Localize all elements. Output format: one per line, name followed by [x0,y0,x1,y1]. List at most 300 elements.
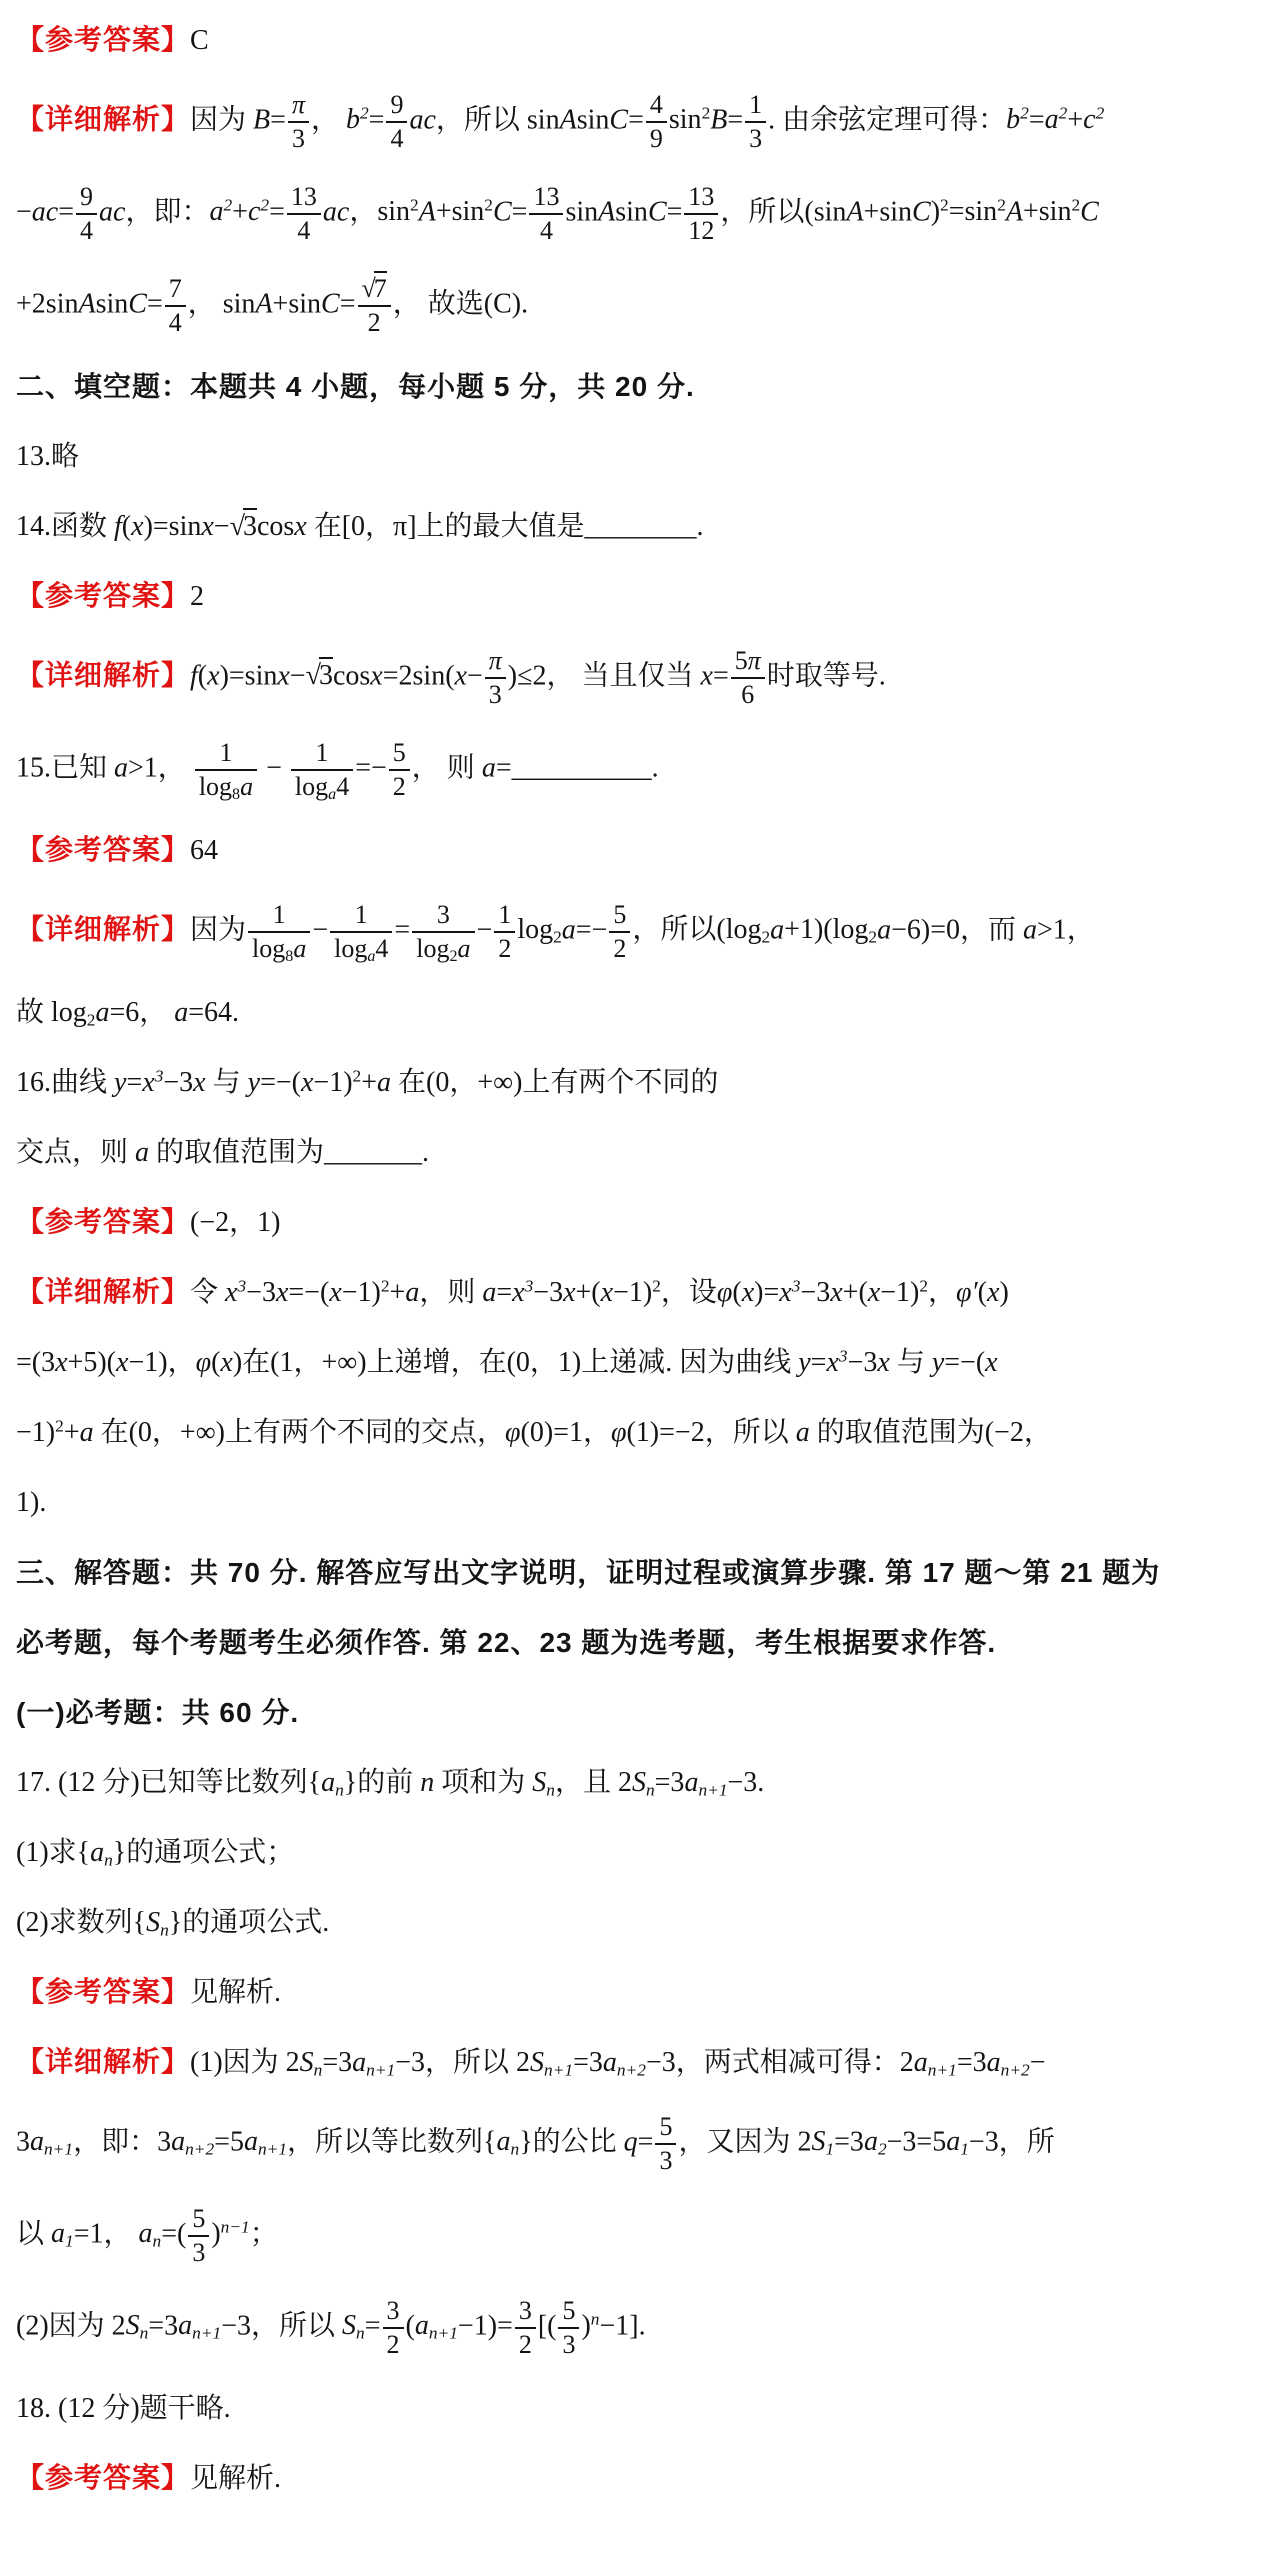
subscript: n+2 [185,2139,215,2159]
math-variable: $a_{n+2}$ [602,2047,646,2080]
text-run: = [637,2126,654,2158]
math-variable: y [931,1347,945,1378]
fraction-numerator [165,273,186,307]
math-variable: a [795,1417,810,1448]
fraction-numerator [684,181,718,215]
subscript: 1 [65,2231,74,2251]
text-run: −3. [727,1767,765,1798]
math-variable: C [128,288,147,320]
text-run: 见解析. [190,2463,282,2494]
fraction-numerator [745,89,766,123]
math-variable: x [563,1277,576,1308]
explanation-q17-line2 [16,2098,1264,2190]
text-run: +5)( [67,1347,117,1378]
text-run: . 由余弦定理可得： [768,104,1007,136]
math-variable: a [405,1277,420,1308]
text-run: 时取等号. [766,660,886,692]
text-run: 13 [290,182,317,211]
text-run: 必考题，每个考题考生必须作答. 第 22、23 题为选考题，考生根据要求作答. [16,1627,997,1658]
fraction-denominator [646,123,667,155]
superscript: 3 [154,1066,164,1086]
text-run: 1 [498,900,512,929]
text-run: 13.略 [16,441,80,472]
subscript: n+2 [616,2060,646,2080]
text-run: 9 [390,90,404,119]
text-run: =−( [944,1347,986,1378]
superscript: 2 [260,195,270,215]
math-variable: $a_1$ [946,2126,969,2159]
text-run: 9 [649,124,663,153]
text-run: ，又因为 2 [678,2126,812,2158]
fraction-denominator [165,307,186,339]
math-fraction [515,2295,536,2361]
text-run: +2sin [16,288,79,320]
math-fraction [494,899,515,965]
text-run: =5 [214,2126,244,2158]
subscript: n+1 [927,2060,957,2080]
subscript: n+1 [366,2060,396,2080]
text-run: $+\sin^2$ [1022,195,1081,228]
ref-answer-q14 [16,562,1264,632]
math-fraction [248,899,310,965]
text-run: $\log_2$ [517,914,562,947]
math-fraction [529,181,563,247]
math-variable: y [114,1067,127,1098]
subscript: 8 [285,948,294,966]
fraction-numerator [515,2295,536,2329]
text-run: $+1)(\log_2$ [784,914,878,947]
text-run: 3 [562,2330,576,2359]
text-run: = [712,660,729,692]
text-run: =3 [956,2047,987,2078]
text-run: >1， [128,752,193,784]
text-run: −3，所以 2 [395,2047,531,2078]
text-run: − [16,196,32,228]
fraction-denominator [655,2145,676,2177]
subscript: 2 [877,2139,887,2159]
subscript: a [328,786,337,804]
text-run: }的公比 [519,2126,624,2158]
text-run: 与 [205,1067,248,1098]
math-variable: x [987,1277,1000,1308]
fraction-denominator [287,215,321,247]
text-run: −3 [800,1277,831,1308]
fraction-numerator [609,899,630,933]
section-3-part1-header [16,1678,1264,1748]
text-run: − [289,660,306,692]
answer-blank: __________ [511,752,652,784]
math-variable: x [131,511,144,542]
text-run: + [389,1277,406,1308]
superscript: 2 [1020,103,1029,123]
text-run: 1 [219,738,233,767]
math-variable: x [877,1347,890,1378]
text-run: = [810,1347,827,1378]
explanation-q16-line3 [16,1398,1264,1468]
text-run: ， [928,1277,957,1308]
math-variable: $a_2$ [863,2126,887,2159]
subscript: n+1 [192,2323,222,2343]
text-run: + [63,1417,80,1448]
subscript: 8 [232,786,241,804]
math-variable: $a_1$ [51,2218,74,2251]
math-variable: x [830,1277,843,1308]
text-run: =(3 [16,1347,56,1378]
text-run: ( [405,2310,415,2342]
section-3-header-line1 [16,1538,1264,1608]
explanation-q15-line2 [16,978,1264,1048]
text-run: )$^2$ [930,195,949,228]
math-variable: $a_{n+2}$ [171,2126,215,2159]
explanation-q14 [16,632,1264,724]
math-variable: x [220,1347,233,1378]
q13 [16,422,1264,492]
subscript: n [160,1920,169,1940]
section-3-header-line2 [16,1608,1264,1678]
text-run: 4 [297,216,311,245]
text-run: 项和为 [434,1767,533,1798]
math-variable: C [647,196,667,228]
text-run: }的通项公式. [168,1907,330,1938]
math-variable: $a_{n+1}$ [913,2047,957,2080]
text-run: 1 [749,90,763,119]
math-variable: φ′ [956,1277,978,1308]
text-run: . [696,511,704,542]
text-run: −3 [847,1347,878,1378]
text-run: 3 [488,680,502,709]
text-run: 6 [741,680,755,709]
text-run: ，且 2 [554,1767,632,1798]
text-run: −1)$^2$ [16,1416,64,1448]
math-variable: x [370,660,383,692]
math-variable: $a_{n+2}$ [986,2047,1030,2080]
math-variable: x [275,1277,289,1308]
explanation-q17-line3 [16,2190,1264,2282]
text-run: 3 [386,2296,400,2325]
text-run: ，所以(sin [720,196,847,228]
text-run: )$^n$ [581,2309,600,2342]
text-run: 17. (12 分)已知等比数列{ [16,1767,322,1798]
sqrt-radical [306,660,333,691]
text-run: }的前 [343,1767,421,1798]
text-run: 4 [80,216,94,245]
superscript: 2 [919,1276,929,1296]
answer-section-label: 【详细解析】 [16,1277,191,1308]
answer-section-label: 【参考答案】 [16,2463,191,2494]
superscript: n−1 [220,2217,250,2237]
text-run: =3 [573,2047,603,2078]
math-variable: q [623,2126,638,2158]
text-run: 2 [190,581,205,612]
text-run: −3 [533,1277,564,1308]
ref-answer-q16 [16,1188,1264,1258]
text-run: (一)必考题：共 60 分. [16,1697,300,1728]
superscript: 3 [791,1276,801,1296]
math-variable: $a_{n+1}$ [30,2126,74,2159]
text-run: + [232,196,248,228]
text-run: 1 [354,900,368,929]
text-run: 3 [659,2146,673,2175]
answer-section-label: 【参考答案】 [16,835,191,866]
fraction-numerator [195,737,257,771]
fraction-numerator [248,899,310,933]
text-run: 5 [734,646,748,675]
text-run: 1 [272,900,286,929]
math-variable: $c^2$ [1083,103,1105,136]
ref-answer-q12 [16,6,1264,76]
math-variable: ac [409,104,436,136]
fraction-numerator [383,2295,404,2329]
math-variable: a [293,934,307,963]
math-variable: y [247,1067,261,1098]
math-variable: x [300,1067,314,1098]
text-run: )在(1，+∞)上递增，在(0，1)上递减. 因为曲线 [232,1347,799,1378]
text-run: )=sin [219,660,278,692]
subscript: 1 [825,2139,835,2159]
math-variable: A [78,288,96,320]
document-body [16,6,1264,2514]
radical-sign: √ [305,660,321,692]
text-run: −1)= [457,2310,513,2342]
math-variable: a [770,914,785,946]
subscript: 2 [761,927,771,947]
subscript: 2 [449,948,458,966]
math-variable: f [190,660,198,692]
superscript: n [590,2309,600,2329]
text-run: = [368,104,385,136]
text-run: (2)因为 2 [16,2310,126,2342]
fraction-numerator [412,899,474,933]
math-variable: $S_n$ [146,1907,169,1940]
text-run: 3 [518,2296,532,2325]
math-fraction [412,899,474,965]
answer-blank: _______ [324,1137,423,1168]
subscript: n+1 [698,1780,728,1800]
math-variable: φ [195,1347,212,1378]
math-fraction [485,645,506,711]
math-variable: C [609,104,629,136]
ref-answer-q17 [16,1958,1264,2028]
text-run: =−( [288,1277,330,1308]
text-run: 2 [392,772,406,801]
text-run: = [495,752,512,784]
math-variable: a [377,1067,392,1098]
explanation-q17-line4 [16,2282,1264,2374]
text-run: )=sin [143,511,202,542]
superscript: 3 [524,1276,534,1296]
math-variable: $b^2$ [345,103,369,136]
math-variable: $c^2$ [247,195,270,228]
explanation-q12-line2 [16,168,1264,260]
explanation-q16-line2 [16,1328,1264,1398]
fraction-numerator [494,899,515,933]
text-run: $\log_a$ [334,934,376,966]
text-run: =1， [73,2218,139,2250]
radical-sign: √ [361,274,376,303]
fraction-denominator [494,933,515,965]
text-run: 的取值范围为 [149,1137,325,1168]
subscript: n+1 [257,2139,288,2159]
math-fraction [731,645,765,711]
math-fraction [655,2111,676,2177]
answer-section-label: 【详细解析】 [16,104,191,136]
text-run: ， [310,104,346,136]
fraction-numerator [287,181,321,215]
math-variable: a [457,934,471,963]
text-run: $+\sin^2$ [435,195,493,228]
subscript: n+1 [44,2139,74,2159]
explanation-q12-line3 [16,260,1264,352]
text-run: 13 [533,182,560,211]
math-variable: A [846,196,864,228]
text-run: ，所以 sin [435,104,560,136]
text-run: = [364,2310,381,2342]
math-fraction [330,899,392,965]
fraction-denominator [745,123,766,155]
math-fraction [358,273,391,339]
math-variable: C [912,196,931,228]
text-run: =− [355,752,387,784]
math-variable: A [255,288,273,320]
text-run: −3，两式相减可得：2 [645,2047,914,2078]
text-run: $\log_8$ [252,934,294,966]
text-run: )$^{n-1}$ [211,2217,250,2250]
text-run: 5 [659,2112,673,2141]
text-run: −1)$^2$ [341,1276,390,1308]
superscript: 2 [380,1276,390,1296]
text-run: 交点，则 [16,1137,136,1168]
fraction-denominator [288,123,309,155]
subscript: n [335,1780,344,1800]
text-run: −1)$^2$ [313,1066,362,1098]
text-run: 因为 [190,104,254,136]
text-run: 15.已知 [16,752,115,784]
text-run: $=\sin^2$ [948,195,1006,228]
math-fraction [684,181,718,247]
text-run: ( [211,1347,221,1378]
superscript: 2 [223,195,233,215]
fraction-numerator [731,645,765,679]
superscript: 2 [652,1276,661,1296]
text-run: 4 [539,216,553,245]
superscript: 2 [1071,195,1081,215]
fraction-denominator [386,123,407,155]
fraction-numerator [76,181,97,215]
text-run: =3 [148,2310,179,2342]
math-variable: x [329,1277,342,1308]
text-run: −3 [163,1067,194,1098]
text-run: = [146,288,163,320]
text-run: 2 [613,934,627,963]
text-run: = [126,1067,143,1098]
answer-blank: ________ [584,511,697,542]
text-run: −3，所 [968,2126,1055,2158]
math-variable: a [482,1277,497,1308]
math-variable: A [1005,196,1023,228]
math-variable: x [600,1277,614,1308]
text-run: $\log_8$ [198,772,241,804]
subscript: a [367,948,376,966]
math-fraction [609,899,630,965]
text-run: ，所以($\log_2$ [632,914,771,947]
fraction-denominator [383,2329,404,2361]
fraction-numerator [288,89,309,123]
text-run: ) [999,1277,1009,1308]
text-run: 4 [168,308,182,337]
fraction-denominator [188,2237,209,2269]
subscript: 1 [960,2139,969,2159]
text-run: 1 [315,738,329,767]
text-run: 18. (12 分)题干略. [16,2393,231,2424]
text-run: )≤2， 当且仅当 [507,660,701,692]
text-run: ( [197,660,208,692]
text-run: +sin [863,196,913,228]
math-variable: A [598,196,616,228]
text-run: cos [332,660,371,692]
radicand: 3 [243,508,257,542]
text-run: 5 [392,738,406,767]
fraction-numerator [330,899,392,933]
text-run: = [1028,104,1045,136]
math-variable: a [1023,914,1037,946]
text-run: 5 [613,900,627,929]
text-run: − [466,660,483,692]
superscript: 3 [237,1276,247,1296]
superscript: 2 [55,1416,64,1436]
answer-section-label: 【参考答案】 [16,25,191,56]
text-run: sin [95,288,129,320]
math-variable: a [877,914,892,946]
fraction-denominator [529,215,563,247]
text-run: =2sin( [382,660,455,692]
fraction-numerator [485,645,506,679]
text-run: 2 [386,2330,400,2359]
text-run: 在[0，π]上的最大值是 [306,511,585,542]
math-variable: x [277,660,290,692]
math-fraction [389,737,410,803]
answer-section-label: 【参考答案】 [16,581,191,612]
text-run: ，即： [125,196,210,228]
math-variable: $a_n$ [496,2126,520,2159]
math-variable: ac [99,196,126,228]
math-variable: x [741,1277,755,1308]
math-variable: $x^3$ [512,1276,534,1308]
text-run: 以 [16,2218,52,2250]
math-fraction [76,181,97,247]
subscript: n [510,2139,520,2159]
q17-part2 [16,1888,1264,1958]
text-run: − [1029,2047,1046,2078]
math-fraction [188,2203,209,2269]
math-fraction [745,89,766,155]
ref-answer-q18 [16,2444,1264,2514]
text-run: =3 [834,2126,864,2158]
math-variable: $S_n$ [631,1767,655,1800]
sqrt-radical [362,274,387,303]
subscript: n [104,1850,113,1870]
math-variable: x [207,660,220,692]
answer-section-label: 【参考答案】 [16,1977,191,2008]
text-run: −6)=0，而 [891,914,1023,946]
math-variable: $a_{n+1}$ [684,1767,728,1800]
answer-section-label: 【详细解析】 [16,2047,191,2078]
q16-line1 [16,1048,1264,1118]
math-variable: $b^2$ [1006,103,1029,136]
text-run: 3 [192,2238,206,2267]
text-run: 2 [367,308,381,337]
math-variable: a [174,997,189,1028]
text-run: − [476,914,493,946]
